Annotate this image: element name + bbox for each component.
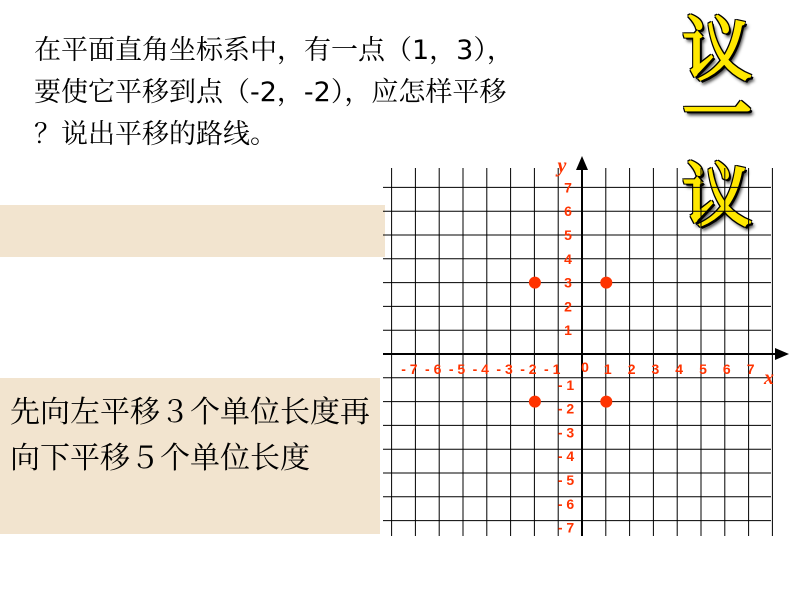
x-tick-label: - 1: [544, 361, 561, 377]
question-line-2: 要使它平移到点（-2，-2），应怎样平移: [34, 77, 507, 108]
x-tick-label: 3: [651, 361, 660, 377]
x-tick-label: - 2: [520, 361, 537, 377]
x-tick-label: 5: [699, 361, 707, 377]
y-tick-label: 3: [564, 274, 572, 291]
data-point: [600, 396, 612, 408]
x-axis-arrow: [775, 348, 789, 360]
question-line-3: ？说出平移的路线。: [34, 119, 277, 150]
y-tick-label: - 2: [557, 400, 575, 417]
x-tick-label: 7: [746, 361, 755, 377]
x-tick-label: 2: [627, 361, 636, 377]
x-tick-label: 4: [675, 361, 684, 377]
y-tick-label: - 4: [557, 448, 575, 465]
deco-char-2: 一: [682, 72, 752, 155]
x-tick-label: - 5: [448, 361, 466, 377]
y-tick-label: 4: [564, 250, 572, 267]
y-axis-title: y: [557, 155, 567, 177]
answer-text: 先向左平移３个单位长度再向下平移５个单位长度: [10, 395, 370, 476]
y-tick-label: - 3: [557, 424, 575, 441]
y-tick-label: 2: [564, 298, 572, 315]
y-tick-label: 5: [564, 227, 572, 243]
y-tick-label: 7: [564, 179, 572, 196]
y-tick-label: - 1: [557, 376, 575, 393]
x-tick-label: 6: [722, 361, 731, 377]
x-tick-label: - 4: [472, 361, 489, 377]
deco-char-1: 议: [682, 8, 752, 91]
y-tick-label: - 6: [557, 495, 575, 512]
data-point: [529, 396, 541, 408]
y-tick-label: 1: [564, 322, 572, 339]
y-tick-label: - 7: [557, 519, 575, 536]
deco-char-3: 议: [682, 154, 752, 237]
y-tick-label: - 5: [557, 472, 575, 488]
x-tick-label: - 3: [496, 361, 513, 377]
x-tick-label: - 7: [401, 361, 418, 377]
y-axis-arrow: [576, 156, 588, 170]
origin-label: 0: [581, 359, 589, 375]
question-line-1: 在平面直角坐标系中，有一点（1，3），: [34, 35, 514, 66]
y-tick-label: 6: [564, 203, 572, 220]
data-point: [600, 277, 612, 289]
data-point: [529, 277, 541, 289]
x-tick-label: - 6: [425, 361, 442, 377]
x-tick-label: 1: [603, 361, 612, 377]
x-axis-title: x: [764, 367, 774, 389]
